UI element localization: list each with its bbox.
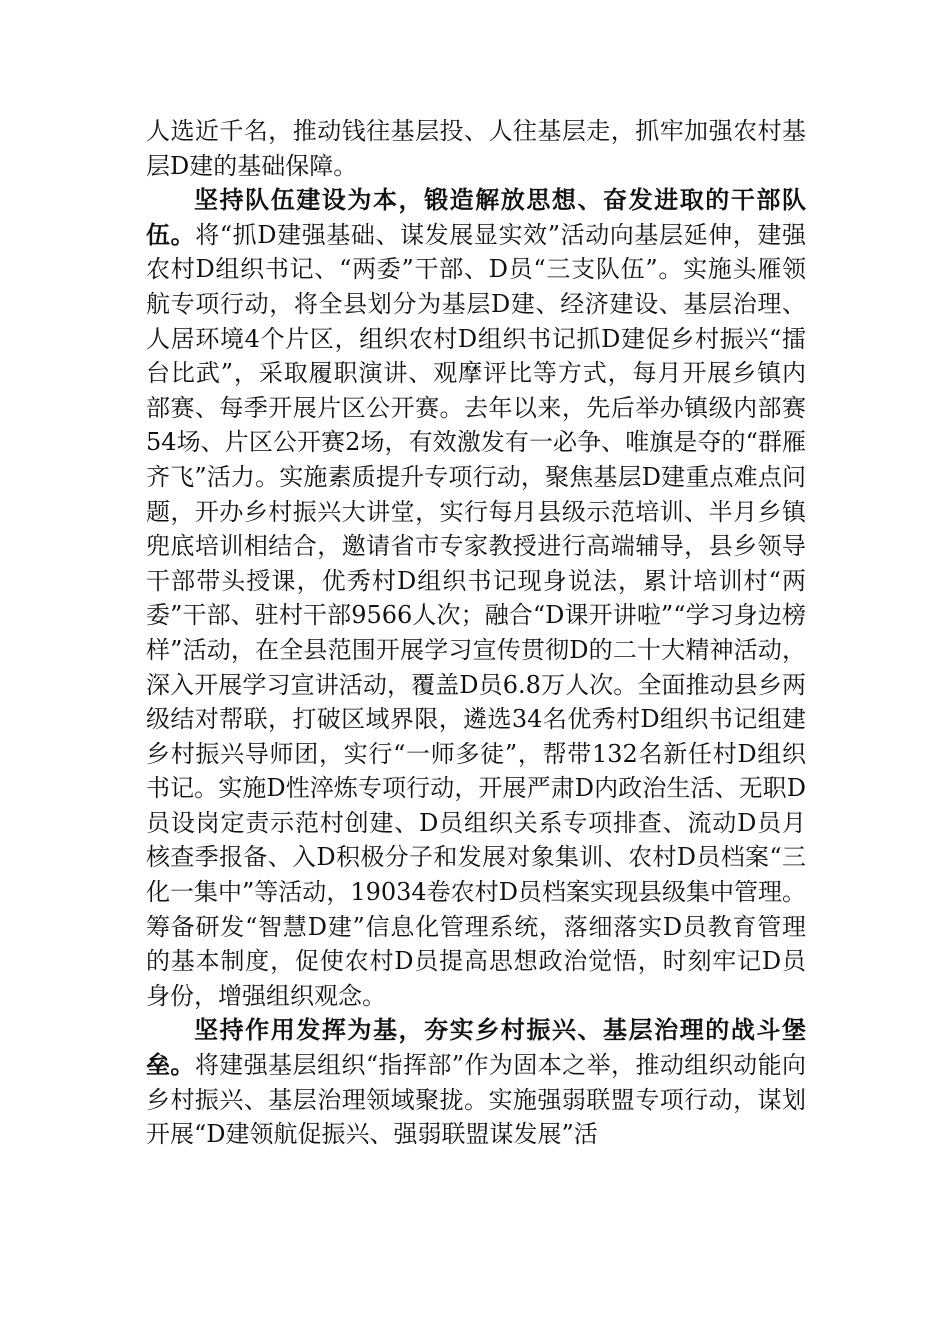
paragraph-body: 将“抓D建强基础、谋发展显实效”活动向基层延伸，建强农村D组织书记、“两委”干部、D员“三支队伍”。实施头雁领航专项行动，将全县划分为基层D建、经济建设、基层治理、人居环境4个片区，组织农村D组织书记抓D建促乡村振兴“擂台比武”，采取履职演讲、观摩评比等方式，每月开展乡镇内部赛、每季开展片区公开赛。去年以来，先后举办镇级内部赛54场、片区公开赛2场，有效激发有一必争、唯旗是夺的“群雁齐飞”活力。实施素质提升专项行动，聚焦基层D建重点难点问题，开办乡村振兴大讲堂，实行每月县级示范培训、半月乡镇兜底培训相结合，邀请省市专家教授进行高端辅导，县乡领导干部带头授课，优秀村D组织书记现身说法，累计培训村“两委”干部、驻村干部9566人次；融合“D课开讲啦”“学习身边榜样”活动，在全县范围开展学习宣传贯彻D的二十大精神活动，深入开展学习宣讲活动，覆盖D员6.8万人次。全面推动县乡两级结对帮联，打破区域界限，遴选34名优秀村D组织书记组建乡村振兴导师团，实行“一师多徒”，帮带132名新任村D组织书记。实施D性淬炼专项行动，开展严肃D内政治生活、无职D员设岗定责示范村创建、D员组织关系专项排查、流动D员月核查季报备、入D积极分子和发展对象集训、农村D员档案“三化一集中”等活动，19034卷农村D员档案实现县级集中管理。筹备研发“智慧D建”信息化管理系统，落细落实D员教育管理的基本制度，促使农村D员提高思想政治觉悟，时刻牢记D员身份，增强组织观念。 [146,220,806,1010]
paragraph-continuation [146,114,806,183]
paragraph-body: 将建强基层组织“指挥部”作为固本之举，推动组织动能向乡村振兴、基层治理领域聚拢。实施强弱联盟专项行动，谋划开展“D建领航促振兴、强弱联盟谋发展”活 [146,1051,807,1149]
paragraph-heading: 坚持作用发挥为基，夯实乡村振兴、基层治理的战斗堡垒。 [146,1015,806,1080]
paragraph-team-building [146,183,806,1013]
document-page [146,114,806,1152]
paragraph-role-play [146,1013,806,1151]
paragraph-body: 人选近千名，推动钱往基层投、人往基层走，抓牢加强农村基层D建的基础保障。 [146,117,806,180]
paragraph-heading: 坚持队伍建设为本，锻造解放思想、奋发进取的干部队伍。 [146,185,806,249]
